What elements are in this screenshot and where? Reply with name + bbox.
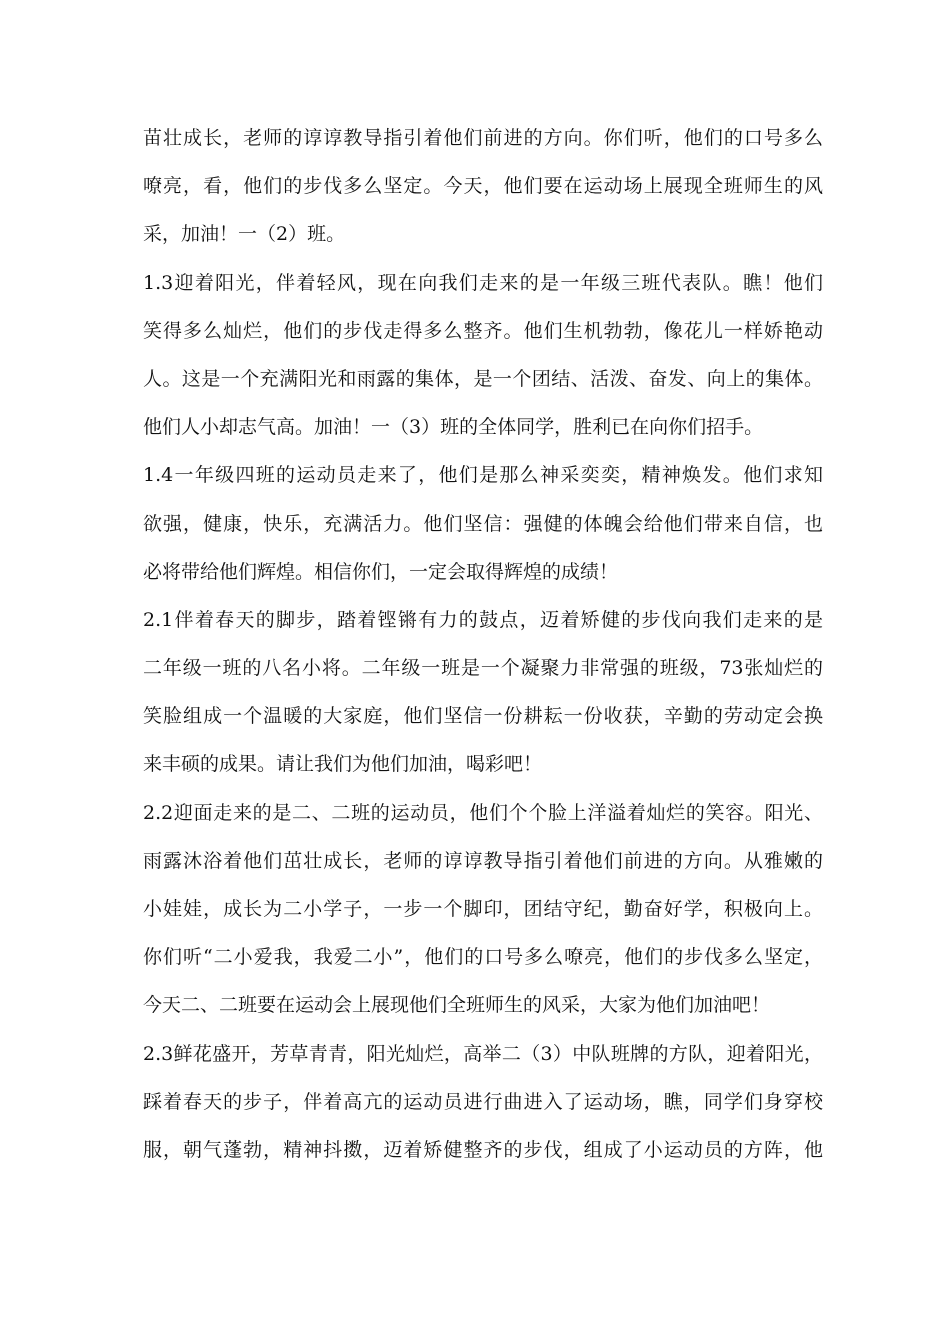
text-line-5: 笑得多么灿烂，他们的步伐走得多么整齐。他们生机勃勃，像花儿一样娇艳动 xyxy=(143,319,823,342)
text-line-9: 欲强，健康，快乐，充满活力。他们坚信：强健的体魄会给他们带来自信，也 xyxy=(143,512,823,535)
text-line-20: 2.3鲜花盛开，芳草青青，阳光灿烂，高举二（3）中队班牌的方队，迎着阳光， xyxy=(143,1042,823,1065)
text-line-19: 今天二、二班要在运动会上展现他们全班师生的风采，大家为他们加油吧！ xyxy=(143,994,771,1017)
text-line-17: 小娃娃，成长为二小学子，一步一个脚印，团结守纪，勤奋好学，积极向上。 xyxy=(143,898,823,920)
text-line-1: 苗壮成长，老师的谆谆教导指引着他们前进的方向。你们听，他们的口号多么 xyxy=(143,127,823,149)
text-line-3: 采，加油！一（2）班。 xyxy=(143,223,346,246)
text-line-18: 你们听“二小爱我，我爱二小”，他们的口号多么嘹亮，他们的步伐多么坚定， xyxy=(143,946,823,969)
text-line-21: 踩着春天的步子，伴着高亢的运动员进行曲进入了运动场，瞧，同学们身穿校 xyxy=(143,1090,823,1113)
document-body xyxy=(143,119,823,1179)
text-line-10: 必将带给他们辉煌。相信你们，一定会取得辉煌的成绩！ xyxy=(143,560,619,583)
text-line-7: 他们人小却志气高。加油！一（3）班的全体同学，胜利已在向你们招手。 xyxy=(143,416,764,439)
text-line-8: 1.4一年级四班的运动员走来了，他们是那么神采奕奕，精神焕发。他们求知 xyxy=(143,464,823,487)
text-line-12: 二年级一班的八名小将。二年级一班是一个凝聚力非常强的班级，73张灿烂的 xyxy=(143,657,823,680)
text-line-6: 人。这是一个充满阳光和雨露的集体，是一个团结、活泼、奋发、向上的集体。 xyxy=(143,367,823,390)
text-line-22: 服，朝气蓬勃，精神抖擞，迈着矫健整齐的步伐，组成了小运动员的方阵，他 xyxy=(143,1138,823,1161)
text-line-15: 2.2迎面走来的是二、二班的运动员，他们个个脸上洋溢着灿烂的笑容。阳光、 xyxy=(143,801,823,824)
text-line-11: 2.1伴着春天的脚步，踏着铿锵有力的鼓点，迈着矫健的步伐向我们走来的是 xyxy=(143,608,823,631)
text-line-14: 来丰硕的成果。请让我们为他们加油，喝彩吧！ xyxy=(143,753,543,776)
text-line-13: 笑脸组成一个温暖的大家庭，他们坚信一份耕耘一份收获，辛勤的劳动定会换 xyxy=(143,705,823,728)
text-line-2: 嘹亮，看，他们的步伐多么坚定。今天，他们要在运动场上展现全班师生的风 xyxy=(143,175,823,198)
text-line-4: 1.3迎着阳光，伴着轻风，现在向我们走来的是一年级三班代表队。瞧！他们 xyxy=(143,271,823,294)
text-line-16: 雨露沐浴着他们茁壮成长，老师的谆谆教导指引着他们前进的方向。从雅嫩的 xyxy=(143,849,823,872)
